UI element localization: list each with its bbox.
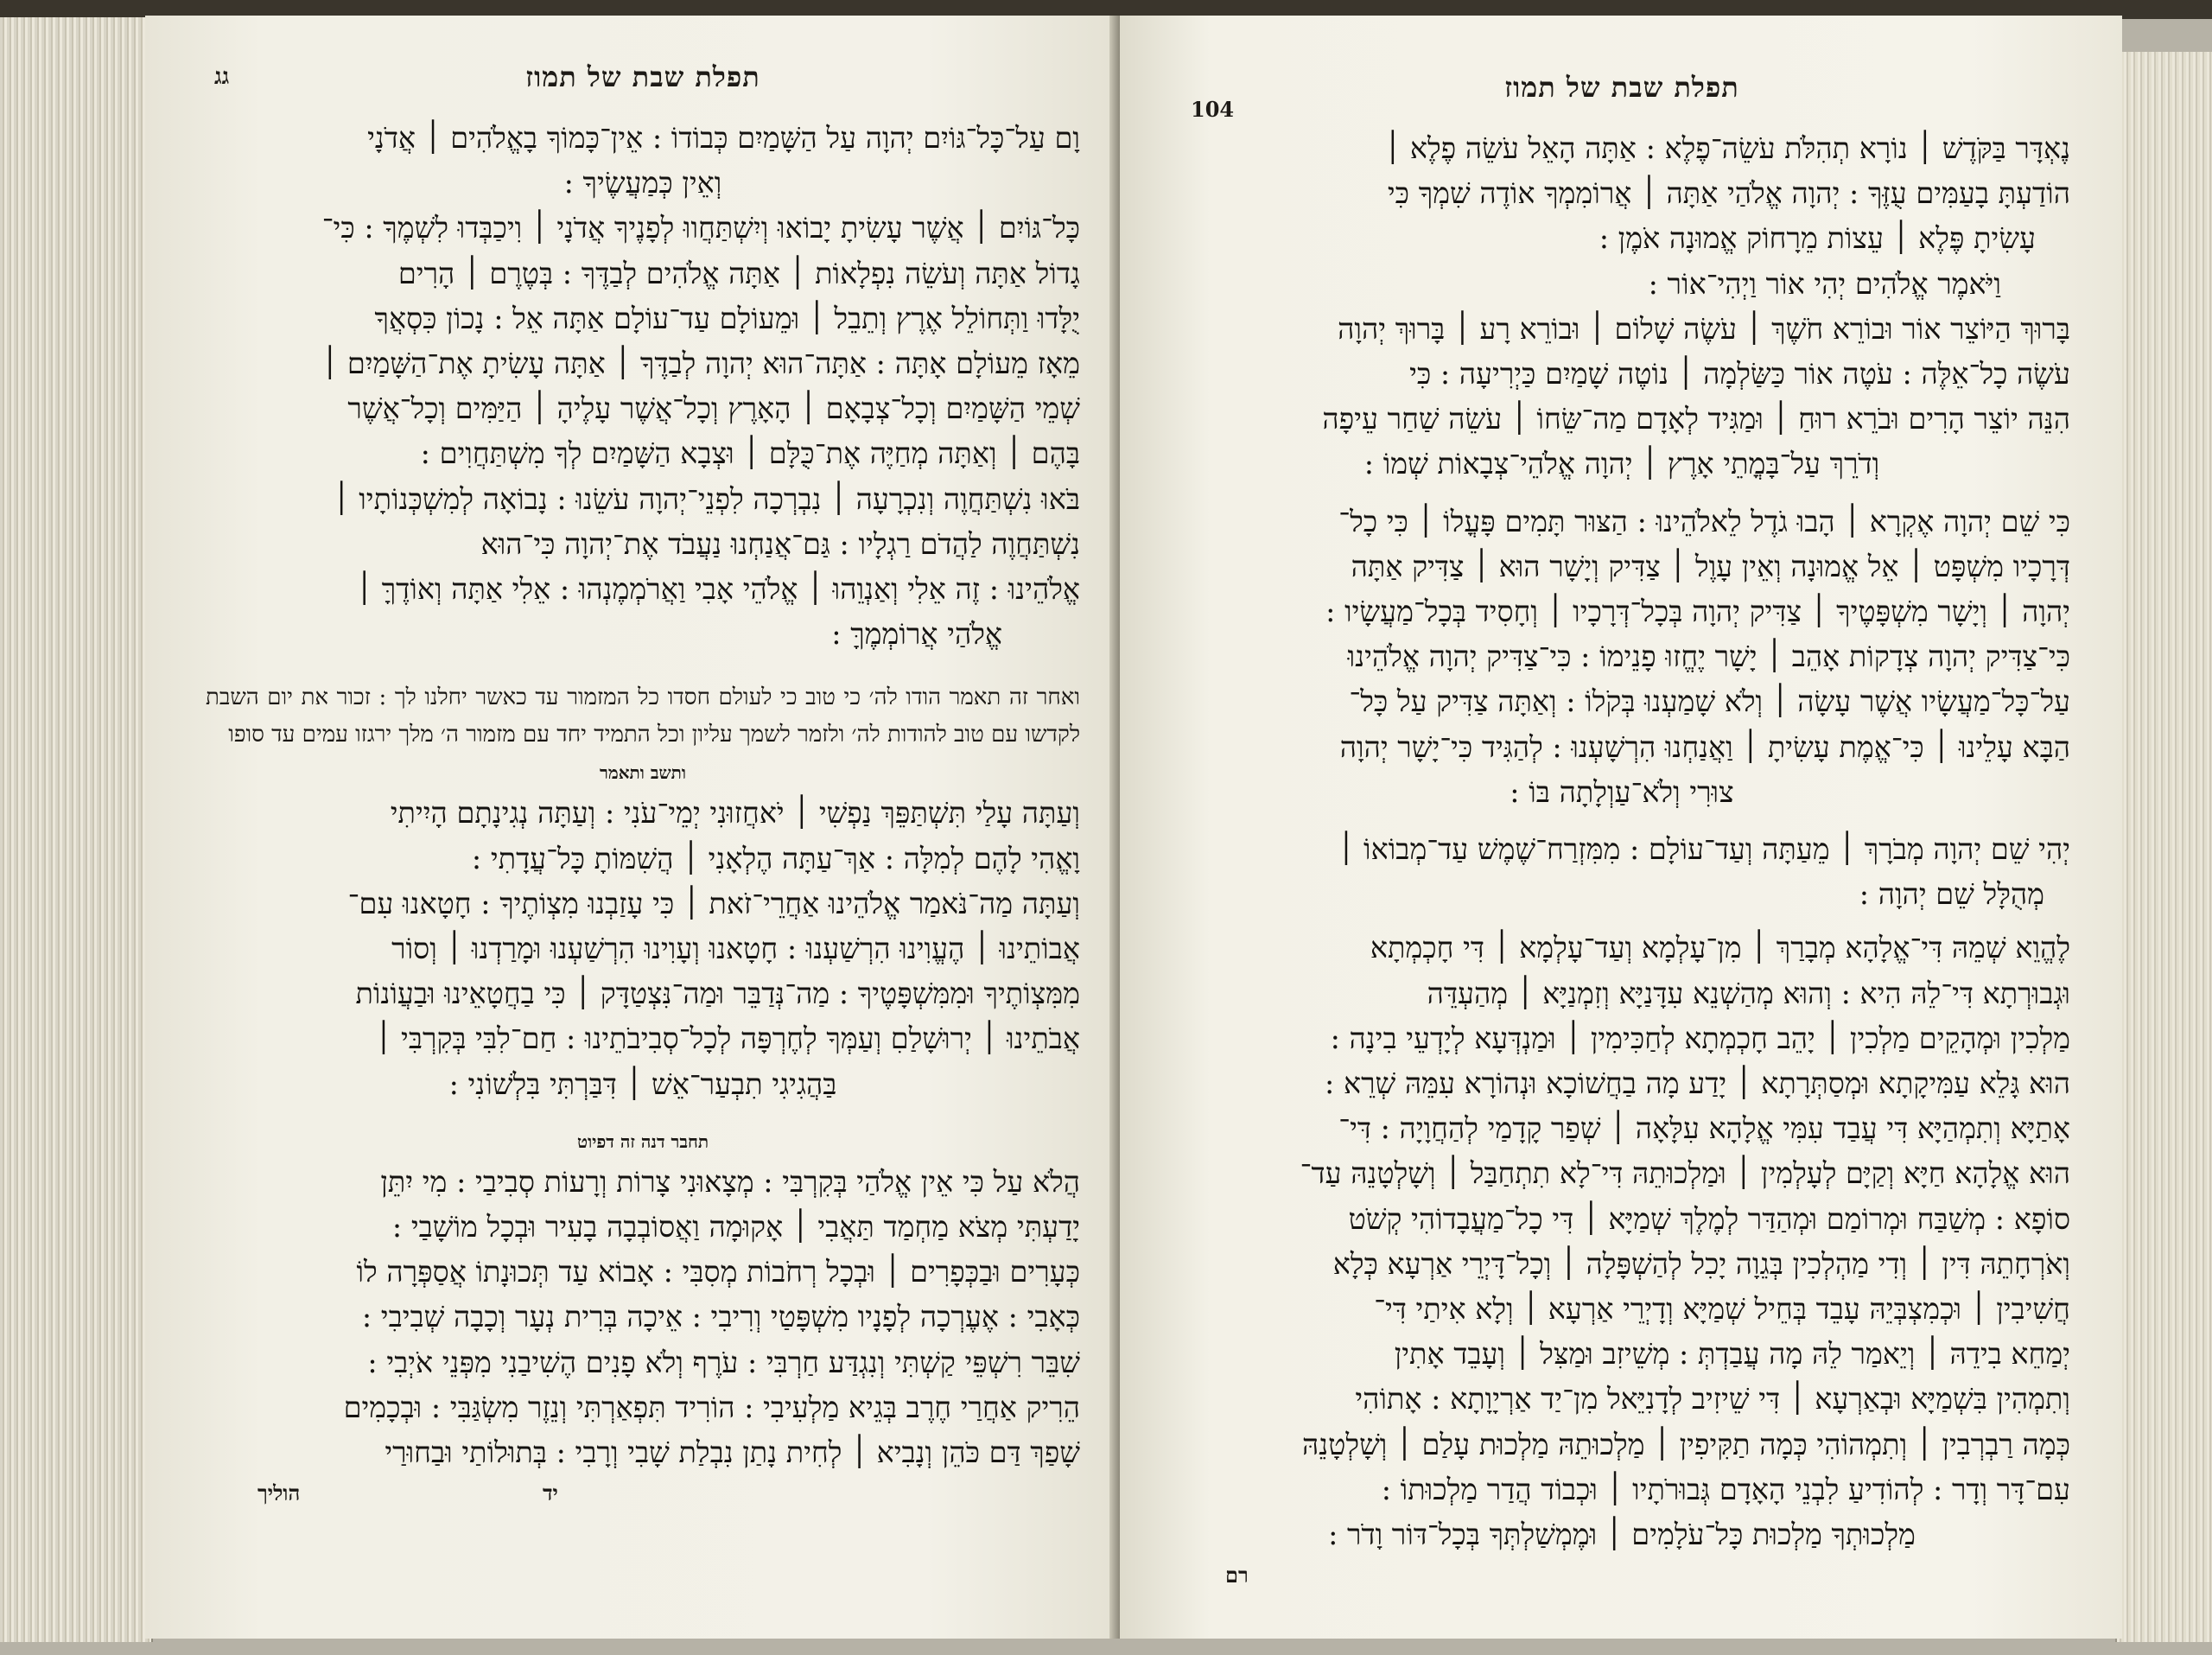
right-page-footer [1173,1557,2070,1601]
left-text-block-1 [206,116,1080,657]
text-line: כְּמָה רַבְרְבִין ׀ וְתִמְהוֹהִי כְּמָה תַקִּיפִין ׀ מַלְכוּתֵהּ מַלְכוּת עָלַם ׀ וְשָׁלְטָנֵהּ [1302,1427,2070,1461]
text-line: חֲשִׁיבִין ׀ וּכְמִצְבְּיֵהּ עָבֵד בְּחֵיל שְׁמַיָּא וְדָיְרֵי אַרְעָא ׀ וְלָא אִיתַי דִּי־ [1374,1292,2070,1327]
text-line: מַלְכוּתְךָ מַלְכוּת כָּל־עֹלָמִים ׀ וּמֶמְשַׁלְתְּךָ בְּכָל־דּוֹר וָדֹר : [1328,1518,1916,1552]
left-running-head [206,60,1080,111]
left-page-footer [206,1475,1080,1518]
text-line: עִם־דָּר וְדָר : לְהוֹדִיעַ לִבְנֵי הָאָדָם גְּבוּרֹתָיו ׀ וּכְבוֹד הֲדַר מַלְכוּתוֹ : [1381,1472,2070,1506]
text-line: הוּא גָּלֵא עַמִּיקָתָא וּמְסַתְּרָתָא ׀ יָדַע מָה בַחֲשׁוֹכָא וּנְהוֹרָא עִמֵּהּ שְׁרֵא : [1325,1066,2070,1101]
text-line: נֶאְדָּר בַּקֹּדֶשׁ ׀ נוֹרָא תְהִלֹּת עֹשֵׂה־פֶלֶא : אַתָּה הָאֵל עֹשֵׂה פֶלֶא ׀ [1384,131,2070,165]
right-folio: 104 [1191,97,1235,122]
text-line: וַיֹּאמֶר אֱלֹהִים יְהִי אוֹר וַיְהִי־אוֹר : [1648,266,2001,301]
text-line: מֵאָז מֵעוֹלָם אָתָּה : אַתָּה־הוּא יְהוָה לְבַדֶּךָ ׀ אַתָּה עָשִׂיתָ אֶת־הַשָּׁמַיִם ׀ [321,347,1080,381]
text-line: גָדוֹל אַתָּה וְעֹשֵׂה נִפְלָאוֹת ׀ אַתָּה אֱלֹהִים לְבַדֶּךָ : בְּטֶרֶם ׀ הָרִים [397,256,1080,290]
text-line: שִׁבֵּר רִשְׁפֵּי קַשְׁתִּי וְנִגְדַּע חַרְבִּי : עֹרֶף וְלֹא פָנִים הֶשִׁיבַנִי מִפְּנֵי אֹיְבִי : [367,1345,1080,1379]
text-line: כָּל־גּוֹיִם ׀ אֲשֶׁר עָשִׂיתָ יָבוֹאוּ וְיִשְׁתַּחֲווּ לְפָנֶיךָ אֲדֹנָי ׀ וִיכַבְּדוּ לִשְׁמֶךָ : כִּי־ [321,211,1080,245]
text-line: בַּהֲגִיגִי תִבְעַר־אֵשׁ ׀ דִּבַּרְתִּי בִּלְשׁוֹנִי : [448,1066,837,1101]
text-line: שְׁמֵי הַשָּׁמַיִם וְכָל־צְבָאָם ׀ הָאָרֶץ וְכָל־אֲשֶׁר עָלֶיהָ ׀ הַיַּמִּים וְכָל־אֲשֶׁר [347,391,1080,426]
left-signature-mark: יד [543,1480,558,1506]
text-line: שָׁפַךְ דַּם כֹּהֵן וְנָבִיא ׀ לְחִית נָתַן נִבְלַת שָׁבִי וְרָבִי : בְּתוּלוֹתַי וּבַחוּרַי [385,1435,1080,1470]
right-text-block-1 [1173,126,2070,487]
left-folio: גג [214,64,230,90]
text-line: הִנֵּה יוֹצֵר הָרִים וּבֹרֵא רוּחַ ׀ וּמַגִּיד לְאָדָם מַה־שֵּׂחוֹ ׀ עֹשֵׂה שַׁחַר עֵיפָה [1322,402,2070,436]
text-line: וּגְבוּרְתָא דִּי־לֵהּ הִיא : וְהוּא מְהַשְׁנֵא עִדָּנַיָּא וְזִמְנַיָּא ׀ מְהַעְדֵּה [1427,976,2070,1010]
text-line: יֻלָּדוּ וַתְּחוֹלֵל אֶרֶץ וְתֵבֵל ׀ וּמֵעוֹלָם עַד־עוֹלָם אַתָּה אֵל : נָכוֹן כִּסְאֲךָ [374,301,1080,335]
left-text-block-2 [206,791,1080,1106]
right-text-block-3 [1173,827,2070,917]
left-text-block-3 [206,1160,1080,1475]
text-line: וְעַתָּה עָלַי תִּשְׁתַּפֵּךְ נַפְשִׁי ׀ יֹאחֲזוּנִי יְמֵי־עֹנִי : וְעַתָּה נְגִינָתָם הָיִיתִי [390,796,1080,831]
text-line: הֲלֹא עַל כִּי אֵין אֱלֹהַי בְּקִרְבִּי : מְצָאוּנִי צָרוֹת וְרָעוֹת סְבִיבַי : מִי יִתֵּן [380,1164,1080,1199]
text-line: עָשִׂיתָ פֶּלֶא ׀ עֵצוֹת מֵרָחוֹק אֱמוּנָה אֹמֶן : [1599,221,2036,256]
text-line: צוּרִי וְלֹא־עַוְלָתָה בּוֹ : [1510,774,1734,809]
left-rubric: ואחר זה תאמר הודו לה׳ כי טוב כי לעולם חסדו כל המזמור עד כאשר יחלנו לך : זכור את יום השבת לקדשו עם טוב להודות לה׳ ולזמר לשמך עליון וכל התמיד יחד עם מזמור ה׳ מלך ירגזו עמים עד סופו [206,684,1080,748]
text-line: יְהִי שֵׁם יְהוָה מְבֹרָךְ ׀ מֵעַתָּה וְעַד־עוֹלָם : מִמִּזְרַח־שֶׁמֶשׁ עַד־מְבוֹאוֹ ׀ [1338,832,2070,867]
text-line: לֶהֱוֵא שְׁמֵהּ דִּי־אֱלָהָא מְבָרַךְ ׀ מִן־עָלְמָא וְעַד־עָלְמָא ׀ דִּי חָכְמְתָא [1370,931,2070,965]
text-line: בָּרוּךְ הַיּוֹצֵר אוֹר וּבוֹרֵא חֹשֶׁךְ ׀ עֹשֶׂה שָׁלוֹם ׀ וּבוֹרֵא רָע ׀ בָּרוּךְ יְהוָה [1338,311,2070,346]
text-line: נִשְׁתַּחֲוֶה לַהֲדֹם רַגְלָיו : גַּם־אֲנַחְנוּ נַעֲבֹד אֶת־יְהוָה כִּי־הוּא [480,526,1080,561]
text-line: הַבָּא עָלֵינוּ ׀ כִּי־אֱמֶת עָשִׂיתָ ׀ וַאֲנַחְנוּ הִרְשָׁעְנוּ : לְהַגִּיד כִּי־יָשָׁר יְהוָה [1339,729,2070,764]
text-line: הוּא אֱלָהָא חַיָּא וְקַיָּם לְעָלְמִין ׀ וּמַלְכוּתֵהּ דִּי־לָא תִתְחַבַּל ׀ וְשָׁלְטָנֵהּ עַד־ [1300,1156,2070,1191]
text-line: אֲבוֹתֵינוּ ׀ הֶעֱוִינוּ הִרְשַׁעְנוּ : חָטָאנוּ וְעָוִינוּ הִרְשַׁעְנוּ וּמָרַדְנוּ ׀ וְסוֹר [391,932,1080,966]
right-running-title: תפלת שבת של תמוז [1504,71,1739,104]
right-catchword: רם [1225,1563,1249,1588]
text-line: יְמַחֵא בִידֵהּ ׀ וְיֵאמַר לֵהּ מָה עֲבַדְתְּ : מְשֵׁיזִב וּמַצִּל ׀ וְעָבֵד אָתִין [1394,1337,2070,1372]
text-line: הֵרִיק אַחֲרַי חֶרֶב בְּגֵיא מַלְעִיבִי : הוֹרִיד תִּפְאַרְתִּי וְנֵזֶר מִשְׂגַּבִּי : וּבְכָמִים [343,1390,1080,1424]
text-line: וְדֹרֵךְ עַל־בָּמֳתֵי אָרֶץ ׀ יְהוָה אֱלֹהֵי־צְבָאוֹת שְׁמוֹ : [1363,447,1880,481]
right-running-head [1173,71,2070,121]
right-page-edges [2115,52,2212,1642]
text-line: וָאֱהִי לָהֶם לְמִלָּה : אַךְ־עַתָּה הֶלְאָנִי ׀ הֲשִׁמּוֹתָ כָּל־עֲדָתִי : [471,841,1080,875]
text-line: וְאֵין כְּמַעֲשֶׂיךָ : [563,166,722,201]
text-line: עַל־כָּל־מַעֲשָׂיו אֲשֶׁר עָשָׂה ׀ וְלֹא שָׁמַעְנוּ בְּקֹלוֹ : וְאַתָּה צַדִּיק עַל כָּל־ [1349,684,2070,719]
right-text-block-2 [1173,500,2070,815]
text-line: אֱלֹהַי אֲרוֹמְמֶךָּ : [831,617,1002,652]
text-line: כִּי שֵׁם יְהוָה אֶקְרָא ׀ הָבוּ גֹדֶל לֵאלֹהֵינוּ : הַצּוּר תָּמִים פָּעֳלוֹ ׀ כִּי כָל־ [1338,504,2070,538]
text-line: סוֹפָא : מְשַׁבַּח וּמְרוֹמַם וּמְהַדַּר לְמֶלֶךְ שְׁמַיָּא ׀ דִּי כָל־מַעֲבָדוֹהִי קְשֹׁט [1348,1201,2070,1236]
text-line: מִמִּצְוֹתֶיךָ וּמִמִּשְׁפָּטֶיךָ : מַה־נְּדַבֵּר וּמַה־נִּצְטַדָּק ׀ כִּי בַחֲטָאֵינוּ וּבַעֲוֹנוֹת [355,977,1080,1011]
text-line: כִּי־צַדִּיק יְהוָה צְדָקוֹת אָהֵב ׀ יָשָׁר יֶחֱזוּ פָנֵימוֹ : כִּי־צַדִּיק יְהוָה אֱלֹהֵינוּ [1347,640,2070,674]
text-line: אֲבֹתֵינוּ ׀ יְרוּשָׁלַםִ וְעַמְּךָ לְחֶרְפָּה לְכָל־סְבִיבֹתֵינוּ : חַם־לִבִּי בְּקִרְבִּי ׀ [375,1022,1080,1056]
left-page-edges [0,17,153,1642]
text-line: עֹשֶׂה כָל־אֵלֶּה : עֹטֶה אוֹר כַּשַּׂלְמָה ׀ נוֹטֶה שָׁמַיִם כַּיְרִיעָה : כִּי [1409,357,2070,391]
text-line: כְּעָרִים וּבַכְּפָרִים ׀ וּבְכָל רְחֹבוֹת מְסִבִּי : אָבוֹא עַד תְּכוּנָתוֹ אֲסַפְּרָה לוֹ [356,1255,1080,1289]
text-line: בָּהֶם ׀ וְאַתָּה מְחַיֶּה אֶת־כֻּלָּם ׀ וּצְבָא הַשָּׁמַיִם לְךָ מִשְׁתַּחֲוִים : [420,436,1080,471]
left-running-title: תפלת שבת של תמוז [525,60,760,93]
left-subhead-2: תחבר דנה זה דפיוט [576,1130,709,1152]
left-subhead-1: ותשב ותאמר [600,762,686,784]
text-line: וְאֹרְחָתֵהּ דִּין ׀ וְדִי מַהְלְכִין בְּגֵוָה יָכִל לְהַשְׁפָּלָה ׀ וְכָל־דָּיְרֵי אַרְעָא כְּלָא [1332,1246,2070,1281]
right-page [1120,16,2122,1639]
text-line: יְהוָה ׀ וְיָשָׁר מִשְׁפָּטֶיךָ ׀ צַדִּיק יְהוָה בְּכָל־דְּרָכָיו ׀ וְחָסִיד בְּכָל־מַעֲשָׂיו : [1325,595,2070,629]
text-line: מְהֻלָּל שֵׁם יְהוָה : [1859,877,2044,912]
right-text-block-4 [1173,926,2070,1557]
text-line: אֱלֹהֵינוּ : זֶה אֵלִי וְאַנְוֵהוּ ׀ אֱלֹהֵי אָבִי וַאֲרֹמְמֶנְהוּ : אֵלִי אַתָּה וְאוֹדֶךָּ ׀ [356,572,1080,607]
left-page [145,16,1122,1639]
text-line: דְּרָכָיו מִשְׁפָּט ׀ אֵל אֱמוּנָה וְאֵין עָוֶל ׀ צַדִּיק וְיָשָׁר הוּא ׀ צַדִּיק אַתָּה [1351,549,2070,583]
text-line: הוֹדַעְתָּ בָעַמִּים עֻזֶּךָ : יְהוָה אֱלֹהַי אַתָּה ׀ אֲרוֹמִמְךָ אוֹדֶה שִׁמְךָ כִּי [1387,176,2070,211]
text-line: יָדַעְתִּי מְצֹא מַחְמַד תַּאֲבִי ׀ אָקוּמָה וַאֲסוֹבְבָה בָעִיר וּבְכָל מוֹשָׁבַי : [391,1210,1080,1244]
text-line: אָתַיָּא וְתִמְהַיָּא דִּי עֲבַד עִמִּי אֱלָהָא עִלָּאָה ׀ שְׁפַר קָדָמַי לְהַחֲוָיָה : דִּי־ [1338,1111,2070,1146]
text-line: בֹּאוּ נִשְׁתַּחֲוֶה וְנִכְרָעָה ׀ נִבְרְכָה לִפְנֵי־יְהוָה עֹשֵׂנוּ : נָבוֹאָה לְמִשְׁכְּנוֹתָיו ׀ [333,481,1080,516]
text-line: וְעַתָּה מַה־נֹּאמַר אֱלֹהֵינוּ אַחֲרֵי־זֹאת ׀ כִּי עָזַבְנוּ מִצְוֹתֶיךָ : חָטָאנוּ עִם־ [347,886,1080,920]
left-catchword: הוליך [257,1480,301,1506]
text-line: מַלְכִין וּמְהָקֵים מַלְכִין ׀ יָהֵב חָכְמְתָא לְחַכִּימִין ׀ וּמַנְדְּעָא לְיָדְעֵי בִינָה : [1330,1021,2070,1055]
text-line: וְתִמְהִין בִּשְׁמַיָּא וּבְאַרְעָא ׀ דִּי שֵׁיזִיב לְדָנִיֵּאל מִן־יַד אַרְיָוָתָא : אָתוֹהִי [1355,1382,2070,1416]
text-line: כְּאָבִי : אֶעֶרְכָה לְפָנָיו מִשְׁפָּטַי וְרִיבִי : אֵיכָה בְּרִית נְעָר וְכָבָה שְׁבִיבִי : [361,1300,1080,1334]
text-line: וָם עַל־כָּל־גּוֹיִם יְהוָה עַל הַשָּׁמַיִם כְּבוֹדוֹ : אֵין־כָּמוֹךָ בָאֱלֹהִים ׀ אֲדֹנָי [367,121,1080,155]
